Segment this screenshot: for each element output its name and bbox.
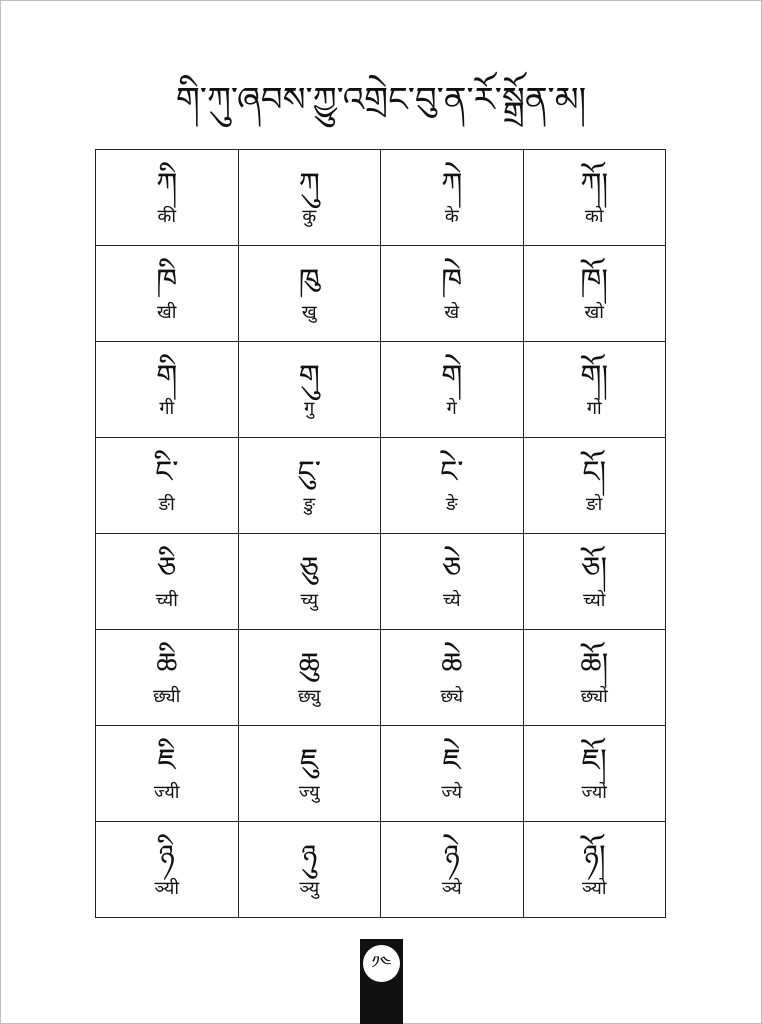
tibetan-syllable: ཀོ། <box>580 166 609 202</box>
tibetan-syllable: ཆུ <box>298 646 320 682</box>
tibetan-syllable: ཅེ <box>442 550 462 586</box>
table-row <box>96 342 666 438</box>
grid-cell <box>381 438 524 534</box>
table-row <box>96 630 666 726</box>
devanagari-syllable: छ्ये <box>440 685 464 707</box>
grid-cell <box>238 726 381 822</box>
devanagari-syllable: ङो <box>586 493 603 515</box>
grid-cell <box>96 534 239 630</box>
grid-cell <box>381 822 524 918</box>
grid-cell <box>381 342 524 438</box>
tibetan-syllable: ཉུ <box>301 838 318 874</box>
grid-cell <box>96 246 239 342</box>
devanagari-syllable: ञ्ये <box>441 877 462 899</box>
tibetan-syllable: གེ <box>441 358 463 394</box>
tibetan-syllable: ཁེ <box>441 262 463 298</box>
page-title: གི་ཀུ་ཞབས་ཀྱུ་འགྲེང་བུ་ན་རོ་སྒྲོན་མ། <box>175 80 587 120</box>
tibetan-syllable: ཇུ <box>300 742 319 778</box>
tibetan-syllable: ཅོ། <box>581 550 608 586</box>
tibetan-syllable: ཁི <box>156 262 178 298</box>
grid-cell <box>523 342 666 438</box>
tibetan-syllable: ཀི <box>156 166 178 202</box>
tibetan-syllable: ངུ་ <box>297 454 322 490</box>
devanagari-syllable: के <box>444 205 459 227</box>
tibetan-syllable: ཇེ <box>442 742 461 778</box>
table-row <box>96 438 666 534</box>
tibetan-syllable: ཇི <box>157 742 176 778</box>
page-number-tab <box>360 939 403 1024</box>
grid-cell <box>381 630 524 726</box>
tibetan-syllable: ཉི <box>158 838 175 874</box>
devanagari-syllable: खु <box>301 301 317 323</box>
devanagari-syllable: ज्यी <box>154 781 180 803</box>
devanagari-syllable: खो <box>584 301 604 323</box>
grid-cell <box>96 822 239 918</box>
devanagari-syllable: गी <box>159 397 175 419</box>
devanagari-syllable: को <box>585 205 604 227</box>
devanagari-syllable: ङु <box>303 493 315 515</box>
grid-cell <box>523 822 666 918</box>
tibetan-syllable: ཉེ <box>443 838 460 874</box>
grid-cell <box>238 630 381 726</box>
grid-cell <box>238 438 381 534</box>
tibetan-syllable: གོ། <box>580 358 609 394</box>
grid-cell <box>96 150 239 246</box>
tibetan-syllable: ཅུ <box>299 550 319 586</box>
tibetan-syllable: ཁོ། <box>580 262 609 298</box>
tibetan-syllable: ཀེ <box>441 166 463 202</box>
tibetan-syllable: ངོ། <box>582 454 607 490</box>
devanagari-syllable: ञ्यी <box>154 877 179 899</box>
grid-cell <box>238 246 381 342</box>
syllable-grid <box>95 149 666 918</box>
devanagari-syllable: छ्यी <box>153 685 181 707</box>
grid-cell <box>96 726 239 822</box>
devanagari-syllable: गु <box>304 397 315 419</box>
tibetan-syllable: ངི་ <box>154 454 179 490</box>
grid-cell <box>238 822 381 918</box>
tibetan-syllable: གི <box>156 358 178 394</box>
devanagari-syllable: ञ्यो <box>582 877 607 899</box>
tibetan-syllable: ཅི <box>157 550 177 586</box>
tibetan-syllable: གུ <box>298 358 320 394</box>
table-row <box>96 150 666 246</box>
table-row <box>96 822 666 918</box>
grid-cell <box>238 342 381 438</box>
devanagari-syllable: ज्ये <box>441 781 463 803</box>
grid-cell <box>96 438 239 534</box>
grid-cell <box>381 246 524 342</box>
devanagari-syllable: ञ्यु <box>299 877 320 899</box>
devanagari-syllable: ङी <box>158 493 175 515</box>
tibetan-syllable: ཉོ། <box>582 838 606 874</box>
grid-cell <box>238 150 381 246</box>
grid-cell <box>96 342 239 438</box>
devanagari-syllable: कु <box>302 205 317 227</box>
devanagari-syllable: खे <box>444 301 460 323</box>
devanagari-syllable: खी <box>157 301 177 323</box>
devanagari-syllable: च्यु <box>300 589 319 611</box>
grid-cell <box>523 630 666 726</box>
devanagari-syllable: च्यी <box>155 589 178 611</box>
devanagari-syllable: च्ये <box>442 589 461 611</box>
tibetan-syllable: ཆེ <box>441 646 463 682</box>
tibetan-syllable: ཆི <box>156 646 178 682</box>
devanagari-syllable: गे <box>446 397 457 419</box>
tibetan-syllable: ཀུ <box>298 166 320 202</box>
page-number: ༡༤ <box>363 945 400 982</box>
table-row <box>96 534 666 630</box>
table-row <box>96 246 666 342</box>
grid-cell <box>381 150 524 246</box>
devanagari-syllable: च्यो <box>583 589 606 611</box>
tibetan-syllable: ཇོ། <box>581 742 607 778</box>
grid-cell <box>523 246 666 342</box>
tibetan-syllable: ཁུ <box>298 262 320 298</box>
devanagari-syllable: की <box>157 205 176 227</box>
grid-cell <box>238 534 381 630</box>
grid-cell <box>381 726 524 822</box>
grid-cell <box>96 630 239 726</box>
devanagari-syllable: ज्यु <box>298 781 320 803</box>
grid-cell <box>523 534 666 630</box>
devanagari-syllable: गो <box>586 397 602 419</box>
devanagari-syllable: ज्यो <box>581 781 607 803</box>
tibetan-syllable: ཆོ། <box>580 646 609 682</box>
devanagari-syllable: छ्यो <box>580 685 608 707</box>
grid-cell <box>523 726 666 822</box>
grid-cell <box>523 438 666 534</box>
grid-cell <box>381 534 524 630</box>
grid-cell <box>523 150 666 246</box>
table-row <box>96 726 666 822</box>
tibetan-syllable: ངེ་ <box>439 454 464 490</box>
devanagari-syllable: छ्यु <box>297 685 321 707</box>
devanagari-syllable: ङे <box>446 493 458 515</box>
